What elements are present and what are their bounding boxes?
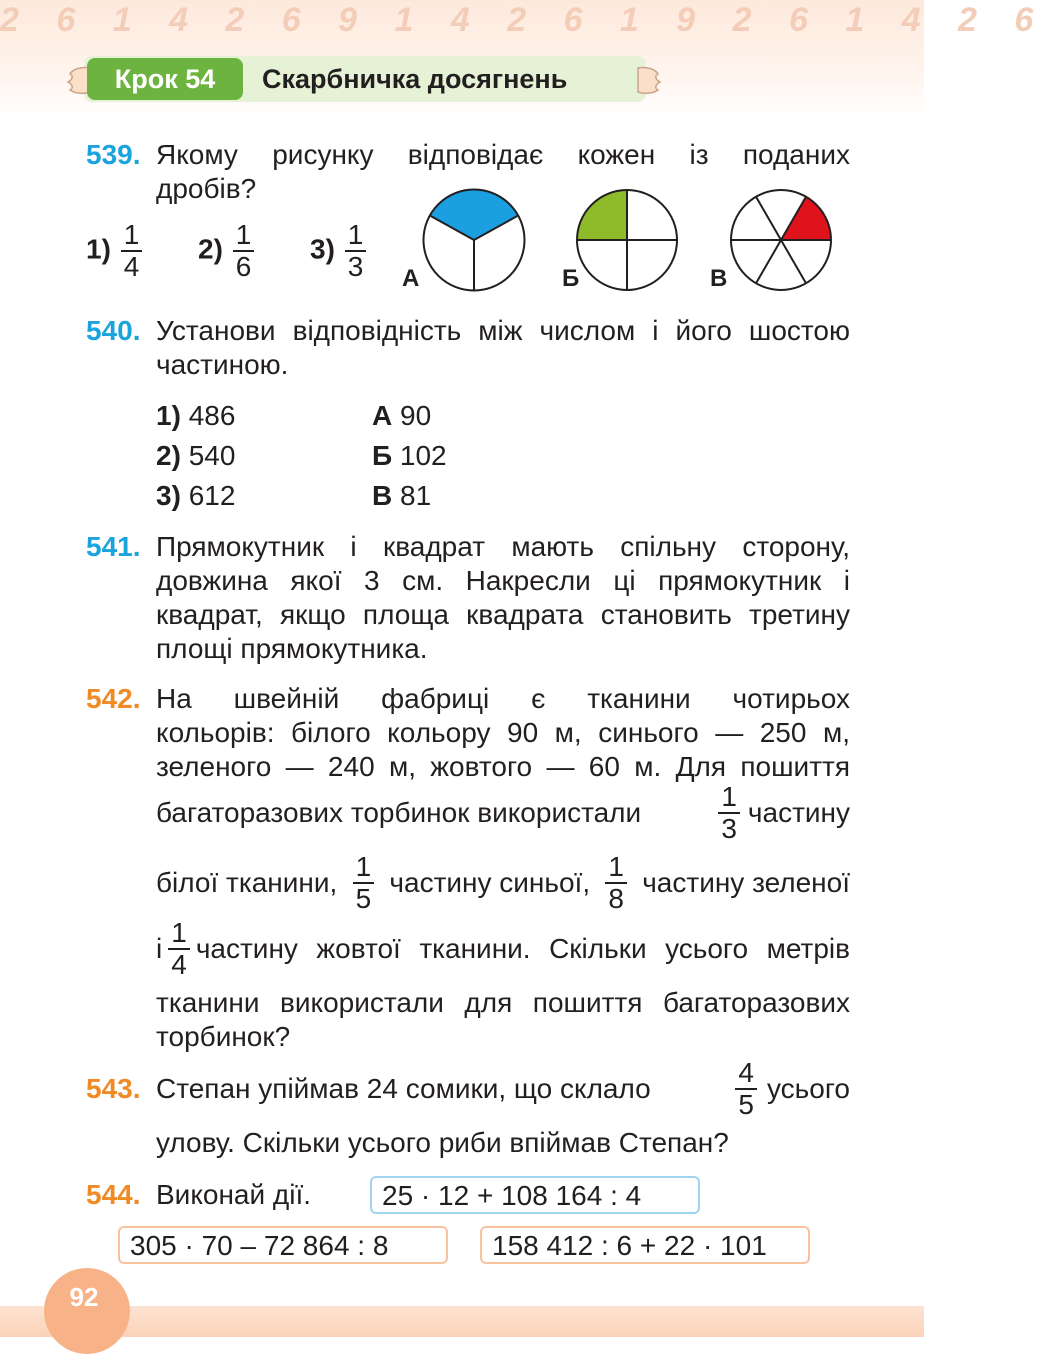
fraction-denominator: 8 xyxy=(608,883,624,914)
fraction-denominator: 3 xyxy=(347,251,364,282)
fraction-numerator: 1 xyxy=(345,220,367,252)
expression-box-2: 305 · 70 – 72 864 : 8 xyxy=(118,1226,448,1264)
answer-item-label: В xyxy=(372,480,393,511)
text-segment: частину xyxy=(747,797,850,828)
fraction-1-5 xyxy=(353,852,375,914)
fraction-denominator: 5 xyxy=(738,1089,754,1120)
task-539-line2: дробів? xyxy=(156,173,257,204)
section-title: Скарбничка досягнень xyxy=(262,64,568,94)
number-item-value: 540 xyxy=(188,440,236,471)
task-543-line2: улову. Скільки усього риби впіймав Степан? xyxy=(156,1127,729,1158)
text-segment: багаторазових торбинок використали xyxy=(156,797,642,828)
text-segment: Степан упіймав 24 сомики, що склало xyxy=(156,1073,651,1104)
number-item-2 xyxy=(156,436,235,476)
fraction-denominator: 4 xyxy=(123,251,140,282)
page-number: 92 xyxy=(44,1268,130,1354)
fraction-denominator: 3 xyxy=(721,813,737,844)
task-542-line4 xyxy=(156,782,850,844)
fraction-numerator: 1 xyxy=(168,918,190,950)
number-item-label: 1) xyxy=(156,400,181,431)
answer-item-c xyxy=(372,476,431,516)
answer-item-a xyxy=(372,396,431,436)
expression-box-1: 25 · 12 + 108 164 : 4 xyxy=(370,1176,700,1214)
circle-sixths-icon xyxy=(710,190,831,292)
step-badge: Крок 54 xyxy=(87,58,243,100)
text-segment: білої тканини, xyxy=(156,867,338,898)
task-541-line2: довжина якої 3 см. Накресли ці прямокутник і xyxy=(156,565,850,596)
footer-band xyxy=(0,1306,924,1337)
fraction-1-4 xyxy=(168,918,190,980)
circle-quarters-icon xyxy=(562,190,677,292)
task-540-line2: частиною. xyxy=(156,349,289,380)
option-2-label: 2) xyxy=(198,233,223,265)
fraction-denominator: 6 xyxy=(235,251,252,282)
task-number-540: 540. xyxy=(86,315,141,346)
scroll-right-icon xyxy=(636,64,662,96)
answer-item-label: Б xyxy=(372,440,393,471)
task-542-line7: тканини використали для пошиття багаторазових xyxy=(156,987,850,1018)
task-541-line3: квадрат, якщо площа квадрата становить третину xyxy=(156,599,850,630)
fraction-1-8 xyxy=(605,852,627,914)
fraction-4-5 xyxy=(735,1058,757,1120)
text-segment: усього xyxy=(766,1073,850,1104)
fraction-denominator: 4 xyxy=(171,949,187,980)
fraction-numerator: 1 xyxy=(233,220,255,252)
fraction-numerator: 4 xyxy=(735,1058,757,1090)
text-segment: частину зеленої xyxy=(642,867,850,898)
circle-label-b: Б xyxy=(562,265,580,292)
number-item-value: 486 xyxy=(188,400,236,431)
answer-item-value: 81 xyxy=(400,480,432,511)
fraction-circles xyxy=(400,186,840,294)
fraction-numerator: 1 xyxy=(605,852,627,884)
task-542-line3: зеленого — 240 м, жовтого — 60 м. Для пошиття xyxy=(156,751,850,782)
fraction-denominator: 5 xyxy=(355,883,372,914)
text-segment: і xyxy=(156,933,163,964)
number-item-label: 3) xyxy=(156,480,181,511)
number-item-1 xyxy=(156,396,235,436)
task-539-line1: Якому рисунку відповідає кожен із поданих xyxy=(156,139,850,170)
task-542-line2: кольорів: білого кольору 90 м, синього — 250 м, xyxy=(156,717,850,748)
fraction-1-3 xyxy=(718,782,740,844)
answer-item-b xyxy=(372,436,447,476)
fraction-numerator: 1 xyxy=(121,220,143,252)
option-3-label: 3) xyxy=(310,233,335,265)
text-group xyxy=(716,782,850,844)
fraction-1-6 xyxy=(233,220,255,282)
circle-label-a: А xyxy=(402,265,420,292)
fraction-1-3 xyxy=(345,220,367,282)
answer-item-label: А xyxy=(372,400,393,431)
task-number-543: 543. xyxy=(86,1073,141,1104)
task-541-line4: площі прямокутника. xyxy=(156,633,428,664)
fraction-numerator: 1 xyxy=(718,782,740,814)
number-item-label: 2) xyxy=(156,440,181,471)
task-541-line1: Прямокутник і квадрат мають спільну сторону, xyxy=(156,531,850,562)
option-1 xyxy=(86,220,144,282)
task-542-line8: торбинок? xyxy=(156,1021,291,1052)
task-544-prompt: Виконай дії. xyxy=(156,1179,312,1210)
task-540-line1: Установи відповідність між числом і його шостою xyxy=(156,315,850,346)
task-number-539: 539. xyxy=(86,139,141,170)
text-group xyxy=(733,1058,850,1120)
text-segment: частину жовтої тканини. Скільки усього метрів xyxy=(195,933,850,964)
task-number-544: 544. xyxy=(86,1179,141,1210)
option-1-label: 1) xyxy=(86,233,111,265)
task-number-541: 541. xyxy=(86,531,141,562)
fraction-numerator: 1 xyxy=(353,852,375,884)
answer-item-value: 102 xyxy=(399,440,447,471)
task-542-line6 xyxy=(156,918,850,980)
expression-box-3: 158 412 : 6 + 22 · 101 xyxy=(480,1226,810,1264)
fraction-1-4 xyxy=(121,220,143,282)
task-number-542: 542. xyxy=(86,683,141,714)
background-digits: 2 6 1 4 2 6 9 1 4 2 6 1 9 2 6 1 4 2 6 xyxy=(0,1,1047,39)
circle-thirds-icon xyxy=(402,189,525,292)
task-542-line1: На швейній фабриці є тканини чотирьох xyxy=(156,683,850,714)
task-542-line5 xyxy=(156,852,850,914)
task-543-line1 xyxy=(156,1058,850,1120)
option-2 xyxy=(198,220,256,282)
circle-label-c: В xyxy=(710,265,728,292)
number-item-3 xyxy=(156,476,235,516)
text-segment: частину синьої, xyxy=(389,867,591,898)
number-item-value: 612 xyxy=(188,480,236,511)
answer-item-value: 90 xyxy=(400,400,432,431)
option-3 xyxy=(310,220,368,282)
